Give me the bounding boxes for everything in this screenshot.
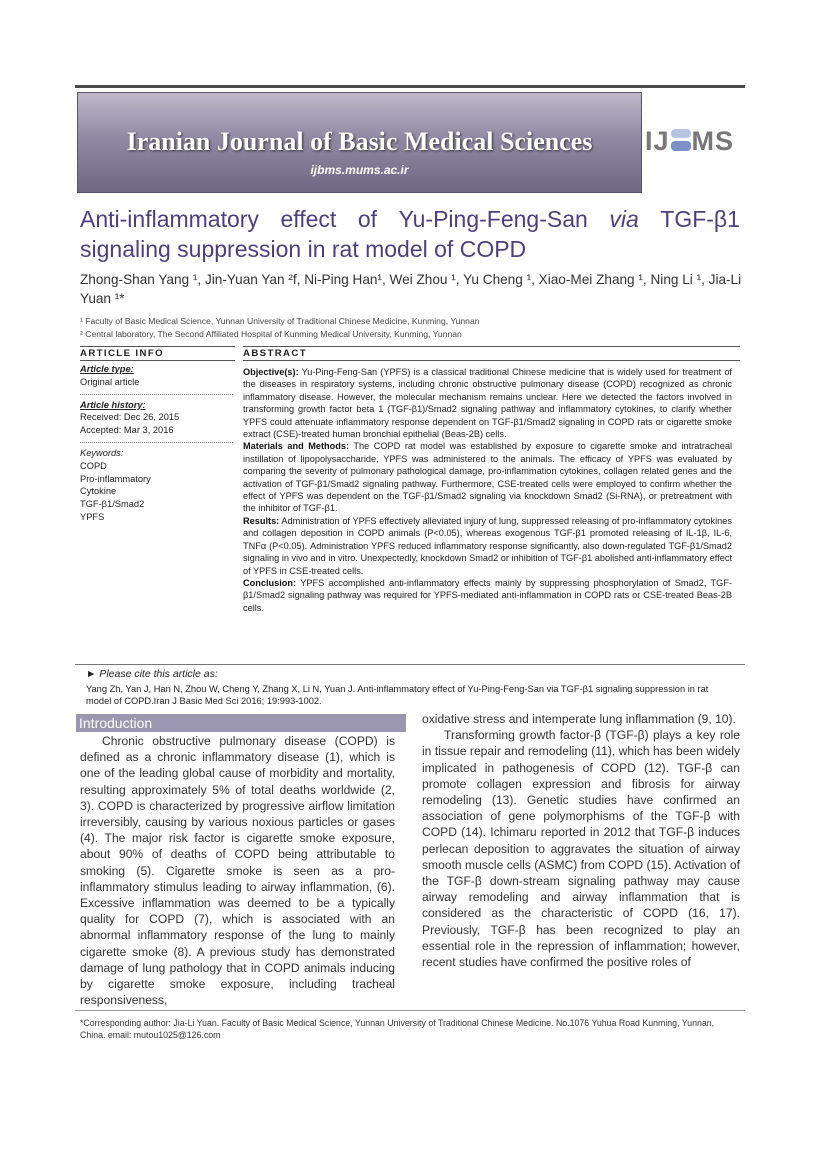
article-history-label: Article history: xyxy=(80,399,146,410)
article-info-panel xyxy=(80,363,233,524)
title-line-1: Anti-inflammatory effect of Yu-Ping-Feng-San via TGF-β1 xyxy=(80,206,740,232)
article-info-rule xyxy=(80,346,235,347)
intro-column-2 xyxy=(422,711,740,970)
article-type-label: Article type: xyxy=(80,364,134,374)
abstract-conclusion: Conclusion: YPFS accomplished anti-inflammatory effects mainly by suppressing phosphorylation of Smad2, TGF-β1/Smad2 signaling pathway was required for YPFS-mediated anti-inflammation in COPD rats or CSE-treated Beas-2B cells. xyxy=(243,577,732,613)
keyword: YPFS xyxy=(80,511,105,522)
abstract-results: Results: Administration of YPFS effectively alleviated injury of lung, suppressed releasing of pro-inflammatory cytokines and collagen deposition in COPD animals (P<0.05), whereas exogenous TGF-β1 promoted releasing of IL-1β, IL-6, TNFα (P<0.05). Administration YPFS reduced inflammatory response significantly, also down-regulated TGF-β1/Smad2 signaling in vivo and in vitro. Unexpectedly, knockdown Smad2 or inhibition of TGF-β1 abolished anti-inflammatory effect of YPFS in CSE-treated cells. xyxy=(243,515,732,576)
received-date: Received: Dec 26, 2015 xyxy=(80,412,180,423)
introduction-heading-bar xyxy=(76,714,406,732)
accepted-date: Accepted: Mar 3, 2016 xyxy=(80,425,174,436)
abstract-heading: ABSTRACT xyxy=(243,348,307,359)
logo-left-text: IJ xyxy=(645,126,670,156)
abstract-objective: Objective(s): Yu-Ping-Feng-San (YPFS) is a classical traditional Chinese medicine that is widely used for treatment of the diseases in respiratory systems, including chronic obstructive pulmonary disease (COPD) recognized as chronic inflammatory disease. However, the molecular mechanism remains unclear. Here we detected the factors involved in transforming growth factor beta 1 (TGF-β1)/Smad2 signaling pathway and inflammatory cytokines, to clarify whether YPFS could attenuate inflammatory response dependent on TGF-β1/Smad2 signaling in COPD rats or cigarette smoke extract (CSE)-treated human bronchial epithelial (Beas-2B) cells. xyxy=(243,367,732,440)
article-type-value: Original article xyxy=(80,376,140,387)
article-info-rule-bottom xyxy=(80,360,235,361)
keyword: TGF-β1/Smad2 xyxy=(80,499,145,510)
header-rule xyxy=(75,85,745,88)
intro-column-1 xyxy=(80,733,395,1008)
introduction-heading: Introduction xyxy=(79,715,153,731)
keywords-label: Keywords: xyxy=(80,447,124,458)
citation-text: Yang Zh, Yan J, Han N, Zhou W, Cheng Y, Zhang X, Li N, Yuan J. Anti-inflammatory effect of Yu-Ping-Feng-San via TGF-β1 signaling suppression in rat model of COPD.Iran J Basic Med Sci 2016; 19:993-1002. xyxy=(86,684,709,707)
abstract-rule xyxy=(243,346,740,347)
logo-b-icon xyxy=(670,127,692,153)
footnote-rule xyxy=(75,1010,745,1011)
journal-logo xyxy=(645,126,734,156)
citation-heading: ► Please cite this article as: xyxy=(86,668,218,680)
divider xyxy=(80,394,233,395)
journal-url[interactable]: ijbms.mums.ac.ir xyxy=(310,163,409,177)
keyword: Cytokine xyxy=(80,486,117,497)
abstract-methods: Materials and Methods: The COPD rat model was established by exposure to cigarette smoke and intratracheal instillation of lipopolysaccharide, YPFS was administered to the animals. The efficacy of YPFS was evaluated by comparing the severity of pulmonary pathological damage, pro-inflammation cytokines, collagen related genes and the activation of TGF-β1/Smad2 signaling pathway. Furthermore, CSE-treated cells were employed to confirm whether the effect of YPFS was dependent on the TGF-β1/Smad2 signaling via knockdown Smad2 (Si-RNA), or pretreatment with the inhibitor of TGF-β1. xyxy=(243,441,732,514)
author-list: Zhong-Shan Yang ¹, Jin-Yuan Yan ²f, Ni-Ping Han¹, Wei Zhou ¹, Yu Cheng ¹, Xiao-Mei Zhang ¹, Ning Li ¹, Jia-Li Yuan ¹* xyxy=(80,272,742,306)
corresponding-author-footnote: *Corresponding author: Jia-Li Yuan. Faculty of Basic Medical Science, Yunnan University of Traditional Chinese Medicine. No.1076 Yuhua Road Kunming, Yunnan, China. email: mutou1025@126.com xyxy=(80,1018,715,1040)
article-title xyxy=(80,204,740,264)
keyword: COPD xyxy=(80,460,107,471)
article-info-heading: ARTICLE INFO xyxy=(80,348,164,359)
paragraph: Transforming growth factor-β (TGF-β) plays a key role in tissue repair and remodeling (11), which has been widely implicated in pathogenesis of COPD (12). TGF-β can promote collagen expression and fibrosis for airway remodeling (13). Genetic studies have confirmed an association of gene polymorphisms of the TGF-β with COPD (14). Ichimaru reported in 2012 that TGF-β induces perlecan deposition to aggravates the situation of airway smooth muscle cells (ASMC) from COPD (15). Activation of the TGF-β down-stream signaling pathway may cause airway remodeling and airway inflammation that is considered as the characteristic of COPD (16, 17). Previously, TGF-β has been recognized to play an essential role in the repression of inflammation; however, recent studies have confirmed the positive roles of xyxy=(422,728,740,970)
journal-banner xyxy=(77,92,642,193)
abstract-body xyxy=(243,366,732,614)
journal-name: Iranian Journal of Basic Medical Sciences xyxy=(126,127,593,156)
divider xyxy=(80,442,233,443)
affiliation-1: ¹ Faculty of Basic Medical Science, Yunnan University of Traditional Chinese Medicine, Kunming, Yunnan xyxy=(80,316,480,326)
keyword: Pro-inflammatory xyxy=(80,473,151,484)
paragraph: oxidative stress and intemperate lung inflammation (9, 10). xyxy=(422,712,736,726)
affiliation-2: ² Central laboratory, The Second Affiliated Hospital of Kunming Medical University, Kunming, Yunnan xyxy=(80,329,462,339)
paragraph: Chronic obstructive pulmonary disease (COPD) is defined as a chronic inflammatory disease (1), which is one of the leading global cause of morbidity and mortality, resulting approximately 5% of total deaths worldwide (2, 3). COPD is characterized by progressive airflow limitation irreversibly, causing by various noxious particles or gases (4). The major risk factor is cigarette smoke exposure, about 90% of deaths of COPD being attributable to smoking (5). Cigarette smoke is seen as a pro-inflammatory stimulus leading to airway inflammation, (6). Excessive inflammation was deemed to be a typically quality for COPD (7), which is associated with an abnormal inflammatory response of the lung to mainly cigarette smoke (8). A previous study has demonstrated damage of lung pathology that in COPD animals inducing by cigarette smoke exposure, including tracheal responsiveness, xyxy=(80,734,395,1008)
title-line-2: signaling suppression in rat model of COPD xyxy=(80,236,527,262)
abstract-rule-bottom xyxy=(243,360,740,361)
logo-right-text: MS xyxy=(691,126,735,156)
